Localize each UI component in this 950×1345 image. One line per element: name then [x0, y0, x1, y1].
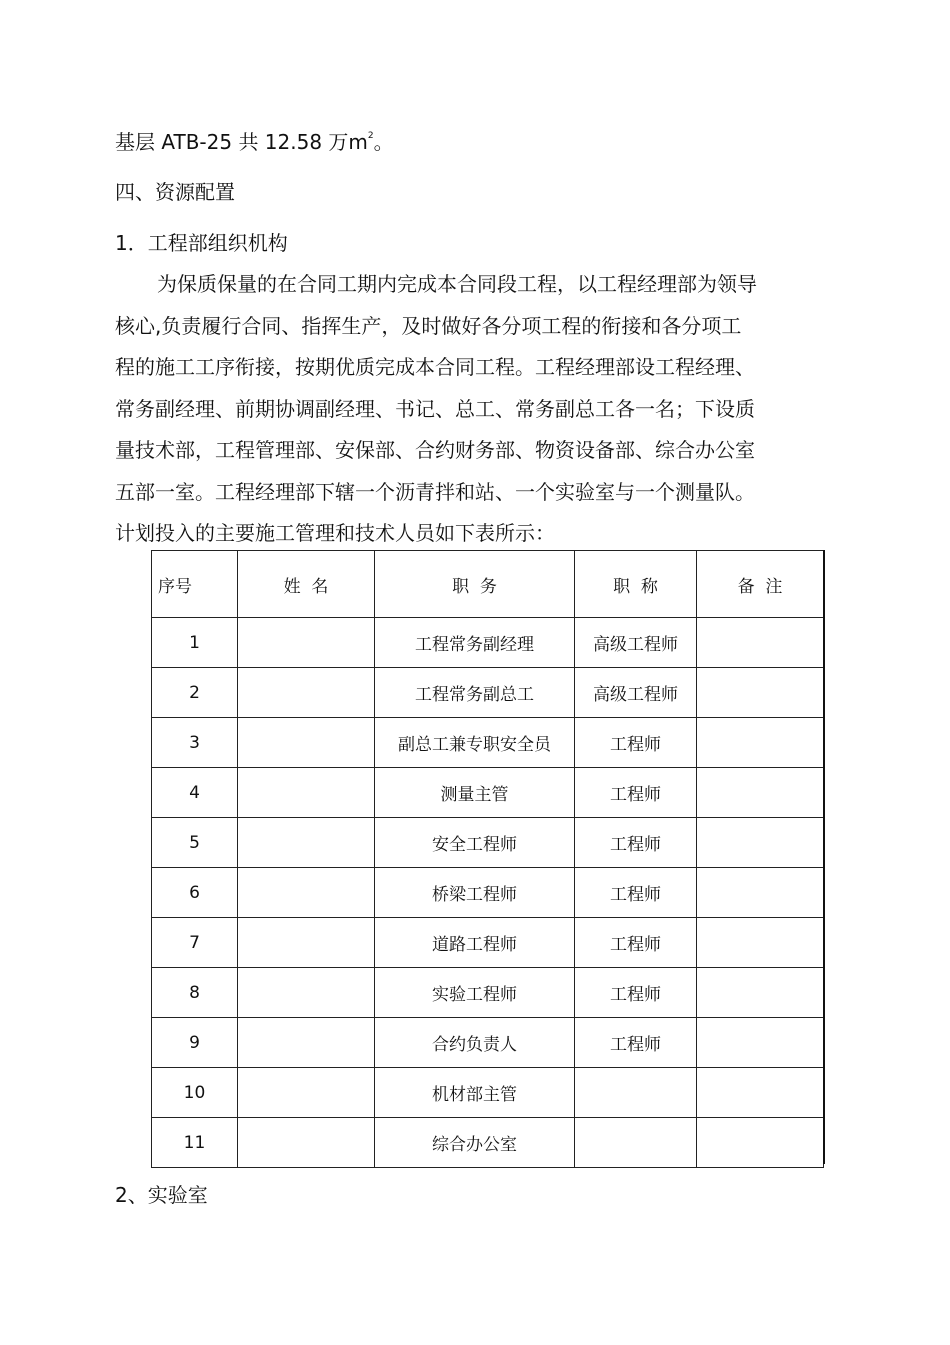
header-position: 职 务	[375, 551, 575, 618]
cell-position: 实验工程师	[375, 968, 575, 1018]
table-row	[152, 818, 824, 868]
cell-position: 副总工兼专职安全员	[375, 718, 575, 768]
cell-position: 道路工程师	[375, 918, 575, 968]
cell-name	[238, 1118, 375, 1168]
cell-title: 工程师	[575, 768, 697, 818]
cell-position: 桥梁工程师	[375, 868, 575, 918]
cell-name	[238, 668, 375, 718]
cell-name	[238, 718, 375, 768]
header-name: 姓 名	[238, 551, 375, 618]
table-row	[152, 918, 824, 968]
base-layer-text: 基层 ATB-25 共 12.58 万m	[115, 130, 368, 154]
paragraph-line: 常务副经理、前期协调副经理、书记、总工、常务副总工各一名；下设质	[115, 397, 755, 421]
cell-seq: 1	[152, 618, 238, 668]
staff-table	[151, 550, 824, 1168]
cell-position: 工程常务副经理	[375, 618, 575, 668]
cell-title: 工程师	[575, 918, 697, 968]
cell-position: 综合办公室	[375, 1118, 575, 1168]
cell-remark	[697, 718, 824, 768]
cell-title: 高级工程师	[575, 668, 697, 718]
header-title: 职 称	[575, 551, 697, 618]
header-seq: 序号	[152, 551, 238, 618]
paragraph-line: 计划投入的主要施工管理和技术人员如下表所示：	[115, 521, 555, 545]
cell-remark	[697, 868, 824, 918]
cell-seq: 9	[152, 1018, 238, 1068]
table-row	[152, 1068, 824, 1118]
cell-remark	[697, 1068, 824, 1118]
cell-remark	[697, 668, 824, 718]
paragraph-line: 为保质保量的在合同工期内完成本合同段工程，以工程经理部为领导	[157, 272, 757, 296]
table-row	[152, 1018, 824, 1068]
paragraph-line: 量技术部，工程管理部、安保部、合约财务部、物资设备部、综合办公室	[115, 438, 755, 462]
paragraph-line: 程的施工工序衔接，按期优质完成本合同工程。工程经理部设工程经理、	[115, 355, 755, 379]
cell-title: 工程师	[575, 968, 697, 1018]
cell-name	[238, 618, 375, 668]
paragraph-line: 五部一室。工程经理部下辖一个沥青拌和站、一个实验室与一个测量队。	[115, 480, 755, 504]
cell-seq: 8	[152, 968, 238, 1018]
cell-title: 工程师	[575, 868, 697, 918]
table-row	[152, 718, 824, 768]
cell-position: 合约负责人	[375, 1018, 575, 1068]
cell-name	[238, 818, 375, 868]
next-heading: 2、实验室	[115, 1183, 208, 1207]
paragraph-line: 核心,负责履行合同、指挥生产，及时做好各分项工程的衔接和各分项工	[115, 314, 742, 338]
base-layer-period: 。	[373, 130, 394, 154]
cell-position: 测量主管	[375, 768, 575, 818]
cell-seq: 7	[152, 918, 238, 968]
cell-seq: 2	[152, 668, 238, 718]
cell-title	[575, 1068, 697, 1118]
table-row	[152, 618, 824, 668]
cell-remark	[697, 1118, 824, 1168]
cell-name	[238, 768, 375, 818]
table-row	[152, 1118, 824, 1168]
cell-name	[238, 968, 375, 1018]
cell-seq: 11	[152, 1118, 238, 1168]
cell-seq: 5	[152, 818, 238, 868]
cell-seq: 4	[152, 768, 238, 818]
cell-title	[575, 1118, 697, 1168]
table-row	[152, 668, 824, 718]
cell-name	[238, 1068, 375, 1118]
cell-remark	[697, 1018, 824, 1068]
table-row	[152, 968, 824, 1018]
cell-seq: 6	[152, 868, 238, 918]
square-superscript: 2	[367, 131, 374, 141]
cell-title: 工程师	[575, 718, 697, 768]
table-row	[152, 768, 824, 818]
cell-seq: 10	[152, 1068, 238, 1118]
cell-remark	[697, 768, 824, 818]
cell-remark	[697, 968, 824, 1018]
cell-remark	[697, 918, 824, 968]
cell-position: 安全工程师	[375, 818, 575, 868]
table-header-row	[152, 551, 824, 618]
cell-name	[238, 868, 375, 918]
base-layer-line	[115, 130, 394, 154]
cell-remark	[697, 818, 824, 868]
table-right-border	[823, 550, 825, 1164]
cell-position: 机材部主管	[375, 1068, 575, 1118]
cell-title: 工程师	[575, 818, 697, 868]
cell-position: 工程常务副总工	[375, 668, 575, 718]
cell-title: 高级工程师	[575, 618, 697, 668]
section-heading: 四、资源配置	[115, 180, 235, 204]
subsection-heading: 1．工程部组织机构	[115, 231, 288, 255]
header-remark: 备 注	[697, 551, 824, 618]
cell-title: 工程师	[575, 1018, 697, 1068]
cell-seq: 3	[152, 718, 238, 768]
cell-name	[238, 918, 375, 968]
cell-remark	[697, 618, 824, 668]
cell-name	[238, 1018, 375, 1068]
table-row	[152, 868, 824, 918]
